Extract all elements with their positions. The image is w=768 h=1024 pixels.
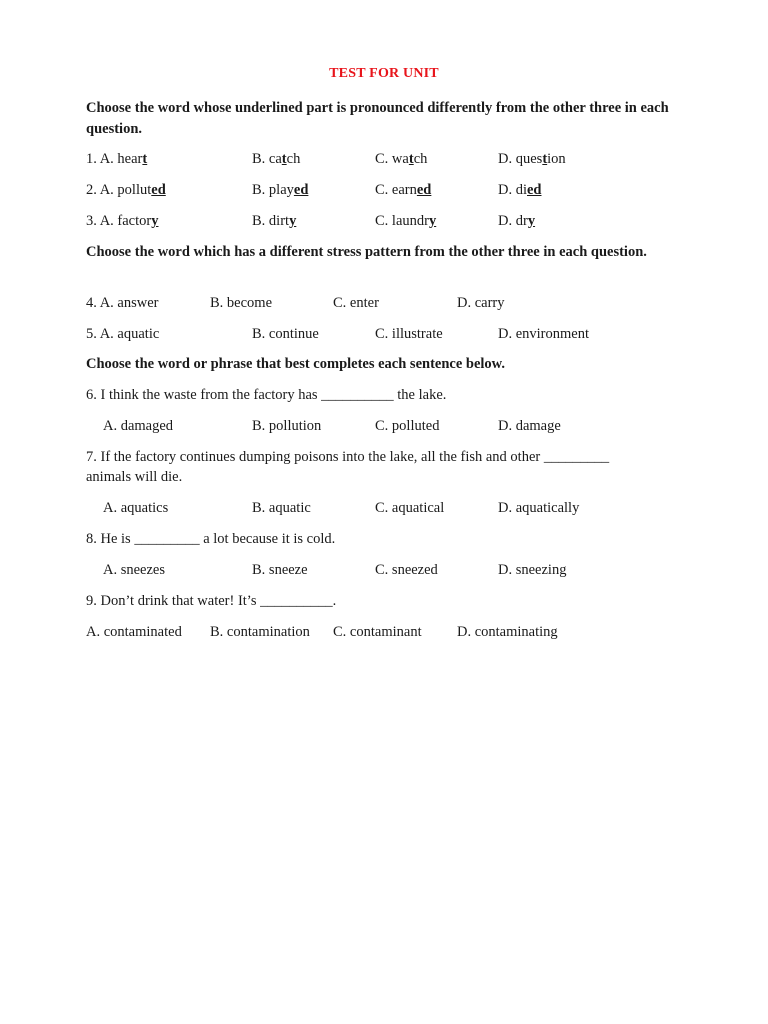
q9-option-d: D. contaminating — [457, 624, 558, 640]
q3-option-c: C. laundry — [375, 213, 437, 229]
q1-option-d: D. question — [498, 151, 566, 167]
q7-option-b: B. aquatic — [252, 500, 311, 516]
section-3-instruction: Choose the word or phrase that best completes each sentence below. — [86, 356, 505, 372]
q4-option-d: D. carry — [457, 295, 505, 311]
question-8-stem: 8. He is _________ a lot because it is cold. — [86, 531, 336, 547]
q2-option-d: D. died — [498, 182, 542, 198]
q3-option-a: 3. A. factory — [86, 213, 159, 229]
q7-option-a: A. aquatics — [103, 500, 169, 516]
q5-option-b: B. continue — [252, 326, 319, 342]
question-9-stem: 9. Don’t drink that water! It’s __________. — [86, 593, 337, 609]
q4-option-c: C. enter — [333, 295, 379, 311]
q8-option-a: A. sneezes — [103, 562, 166, 578]
q4-option-b: B. become — [210, 295, 273, 311]
q4-option-a: 4. A. answer — [86, 295, 159, 311]
q9-option-a: A. contaminated — [86, 624, 182, 640]
q3-option-d: D. dry — [498, 213, 536, 229]
q6-option-d: D. damage — [498, 418, 561, 434]
q6-option-a: A. damaged — [103, 418, 174, 434]
section-2-instruction: Choose the word which has a different stress pattern from the other three in each question. — [86, 244, 647, 260]
q7-option-d: D. aquatically — [498, 500, 580, 516]
question-6-stem: 6. I think the waste from the factory has __________ the lake. — [86, 387, 447, 403]
q5-option-a: 5. A. aquatic — [86, 326, 160, 342]
q9-option-c: C. contaminant — [333, 624, 422, 640]
q1-option-c: C. watch — [375, 151, 428, 167]
q2-option-a: 2. A. polluted — [86, 182, 166, 198]
question-7-stem-line-1: 7. If the factory continues dumping poisons into the lake, all the fish and other _________ — [86, 449, 610, 465]
q1-option-a: 1. A. heart — [86, 151, 148, 167]
q8-option-d: D. sneezing — [498, 562, 567, 578]
q8-option-c: C. sneezed — [375, 562, 438, 578]
page-title: TEST FOR UNIT — [329, 66, 439, 81]
q7-option-c: C. aquatical — [375, 500, 445, 516]
section-1-instruction: Choose the word whose underlined part is pronounced differently from the other three in each question. — [86, 100, 669, 137]
q2-option-b: B. played — [252, 182, 309, 198]
q3-option-b: B. dirty — [252, 213, 297, 229]
q5-option-d: D. environment — [498, 326, 590, 342]
q8-option-b: B. sneeze — [252, 562, 308, 578]
q6-option-c: C. polluted — [375, 418, 440, 434]
q9-option-b: B. contamination — [210, 624, 310, 640]
q2-option-c: C. earned — [375, 182, 432, 198]
q1-option-b: B. catch — [252, 151, 301, 167]
q5-option-c: C. illustrate — [375, 326, 443, 342]
q6-option-b: B. pollution — [252, 418, 322, 434]
question-7-stem-line-2: animals will die. — [86, 469, 183, 485]
